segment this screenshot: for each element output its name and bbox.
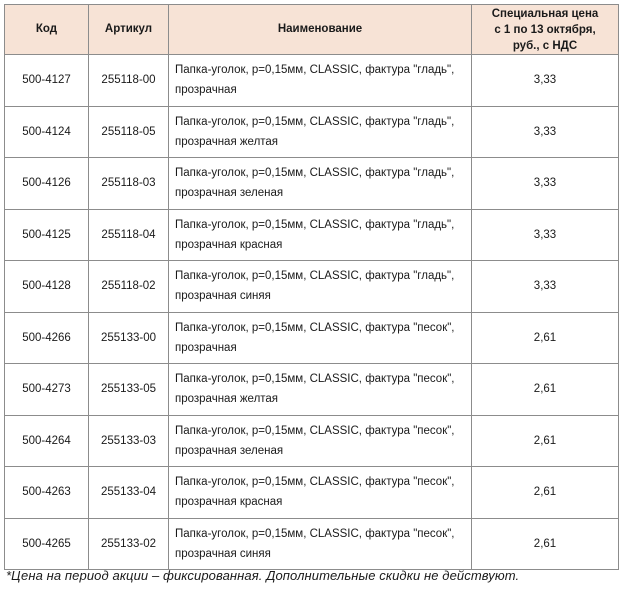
table-row (5, 312, 619, 364)
price-cell: 3,33 (472, 158, 619, 210)
table-row (5, 261, 619, 313)
sku-cell: 255118-00 (89, 55, 169, 107)
header-row (5, 5, 619, 55)
name-cell: Папка-уголок, р=0,15мм, CLASSIC, фактура "гладь", прозрачная синяя (169, 261, 472, 313)
table-row (5, 467, 619, 519)
code-cell: 500-4124 (5, 106, 89, 158)
sku-cell: 255133-00 (89, 312, 169, 364)
table-row (5, 209, 619, 261)
name-cell: Папка-уголок, р=0,15мм, CLASSIC, фактура "гладь", прозрачная (169, 55, 472, 107)
header-name: Наименование (169, 5, 472, 55)
price-cell: 3,33 (472, 209, 619, 261)
header-sku: Артикул (89, 5, 169, 55)
code-cell: 500-4264 (5, 415, 89, 467)
price-cell: 3,33 (472, 261, 619, 313)
header-code: Код (5, 5, 89, 55)
price-cell: 3,33 (472, 55, 619, 107)
table-row (5, 158, 619, 210)
table-row (5, 106, 619, 158)
name-cell: Папка-уголок, р=0,15мм, CLASSIC, фактура "песок", прозрачная желтая (169, 364, 472, 416)
table-row (5, 415, 619, 467)
sku-cell: 255118-05 (89, 106, 169, 158)
price-cell: 2,61 (472, 518, 619, 570)
code-cell: 500-4125 (5, 209, 89, 261)
name-cell: Папка-уголок, р=0,15мм, CLASSIC, фактура "гладь", прозрачная желтая (169, 106, 472, 158)
table-body (5, 55, 619, 570)
table-row (5, 364, 619, 416)
code-cell: 500-4128 (5, 261, 89, 313)
table-row (5, 518, 619, 570)
price-cell: 2,61 (472, 364, 619, 416)
name-cell: Папка-уголок, р=0,15мм, CLASSIC, фактура "песок", прозрачная зеленая (169, 415, 472, 467)
name-cell: Папка-уголок, р=0,15мм, CLASSIC, фактура "песок", прозрачная красная (169, 467, 472, 519)
footnote: *Цена на период акции – фиксированная. Дополнительные скидки не действуют. (6, 568, 520, 583)
sku-cell: 255118-04 (89, 209, 169, 261)
code-cell: 500-4273 (5, 364, 89, 416)
code-cell: 500-4126 (5, 158, 89, 210)
name-cell: Папка-уголок, р=0,15мм, CLASSIC, фактура "песок", прозрачная (169, 312, 472, 364)
header-price: Специальная цена с 1 по 13 октября, руб., с НДС (472, 5, 619, 55)
code-cell: 500-4127 (5, 55, 89, 107)
sku-cell: 255118-02 (89, 261, 169, 313)
price-table (4, 4, 619, 570)
name-cell: Папка-уголок, р=0,15мм, CLASSIC, фактура "гладь", прозрачная зеленая (169, 158, 472, 210)
price-cell: 2,61 (472, 467, 619, 519)
code-cell: 500-4265 (5, 518, 89, 570)
name-cell: Папка-уголок, р=0,15мм, CLASSIC, фактура "гладь", прозрачная красная (169, 209, 472, 261)
sku-cell: 255133-03 (89, 415, 169, 467)
table-row (5, 55, 619, 107)
sku-cell: 255133-05 (89, 364, 169, 416)
code-cell: 500-4263 (5, 467, 89, 519)
price-cell: 2,61 (472, 415, 619, 467)
sku-cell: 255133-04 (89, 467, 169, 519)
name-cell: Папка-уголок, р=0,15мм, CLASSIC, фактура "песок", прозрачная синяя (169, 518, 472, 570)
price-cell: 3,33 (472, 106, 619, 158)
price-cell: 2,61 (472, 312, 619, 364)
sku-cell: 255133-02 (89, 518, 169, 570)
sku-cell: 255118-03 (89, 158, 169, 210)
table-header (5, 5, 619, 55)
code-cell: 500-4266 (5, 312, 89, 364)
